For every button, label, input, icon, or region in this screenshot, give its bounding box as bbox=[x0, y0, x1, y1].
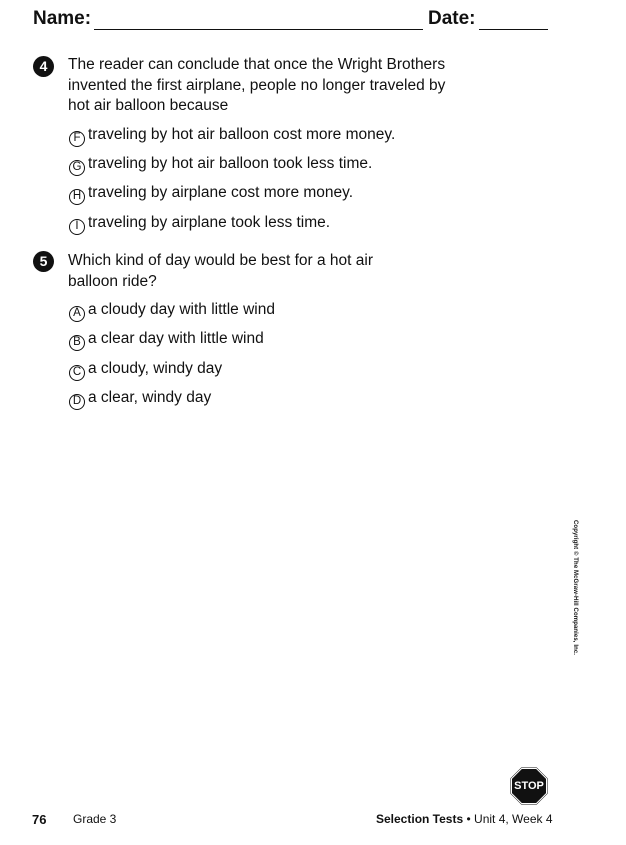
option-i-text: traveling by airplane took less time. bbox=[88, 214, 331, 231]
grade-label: Grade 3 bbox=[73, 812, 117, 826]
date-label: Date: bbox=[428, 8, 476, 29]
question-4-option-g[interactable] bbox=[69, 154, 372, 176]
question-5-option-b[interactable] bbox=[69, 329, 264, 351]
option-b-bubble[interactable]: B bbox=[69, 335, 85, 351]
option-b-text: a clear day with little wind bbox=[88, 330, 264, 347]
option-h-bubble[interactable]: H bbox=[69, 189, 85, 205]
question-4-option-h[interactable] bbox=[69, 183, 353, 205]
question-5-option-d[interactable] bbox=[69, 388, 211, 410]
stop-label: STOP bbox=[514, 780, 544, 792]
footer-section-info bbox=[376, 812, 553, 826]
question-5-option-c[interactable] bbox=[69, 359, 222, 381]
option-c-bubble[interactable]: C bbox=[69, 365, 85, 381]
option-f-text: traveling by hot air balloon cost more money. bbox=[88, 126, 396, 143]
option-a-text: a cloudy day with little wind bbox=[88, 301, 275, 318]
page-number: 76 bbox=[32, 812, 47, 827]
question-4-number: 4 bbox=[33, 56, 54, 77]
option-d-bubble[interactable]: D bbox=[69, 394, 85, 410]
option-g-text: traveling by hot air balloon took less time. bbox=[88, 155, 373, 172]
option-f-bubble[interactable]: F bbox=[69, 131, 85, 147]
question-5-text: Which kind of day would be best for a hot air balloon ride? bbox=[68, 252, 373, 290]
date-line bbox=[479, 29, 548, 30]
unit-week: Unit 4, Week 4 bbox=[474, 812, 553, 826]
footer-bullet: • bbox=[466, 812, 471, 826]
name-date-header bbox=[33, 8, 548, 32]
option-i-bubble[interactable]: I bbox=[69, 219, 85, 235]
name-label: Name: bbox=[33, 8, 92, 29]
section-title: Selection Tests bbox=[376, 812, 464, 826]
name-line bbox=[94, 29, 423, 30]
option-a-bubble[interactable]: A bbox=[69, 306, 85, 322]
option-c-text: a cloudy, windy day bbox=[88, 360, 223, 377]
question-5-option-a[interactable] bbox=[69, 300, 275, 322]
question-4-option-f[interactable] bbox=[69, 125, 395, 147]
copyright-text: Copyright © The McGraw-Hill Companies, Inc. bbox=[572, 520, 578, 656]
question-5-number: 5 bbox=[33, 251, 54, 272]
option-d-text: a clear, windy day bbox=[88, 389, 212, 406]
option-g-bubble[interactable]: G bbox=[69, 160, 85, 176]
question-4-option-i[interactable] bbox=[69, 213, 330, 235]
option-h-text: traveling by airplane cost more money. bbox=[88, 184, 354, 201]
question-4-text: The reader can conclude that once the Wright Brothers invented the first airplane, people no longer traveled by hot air balloon because bbox=[68, 56, 446, 114]
